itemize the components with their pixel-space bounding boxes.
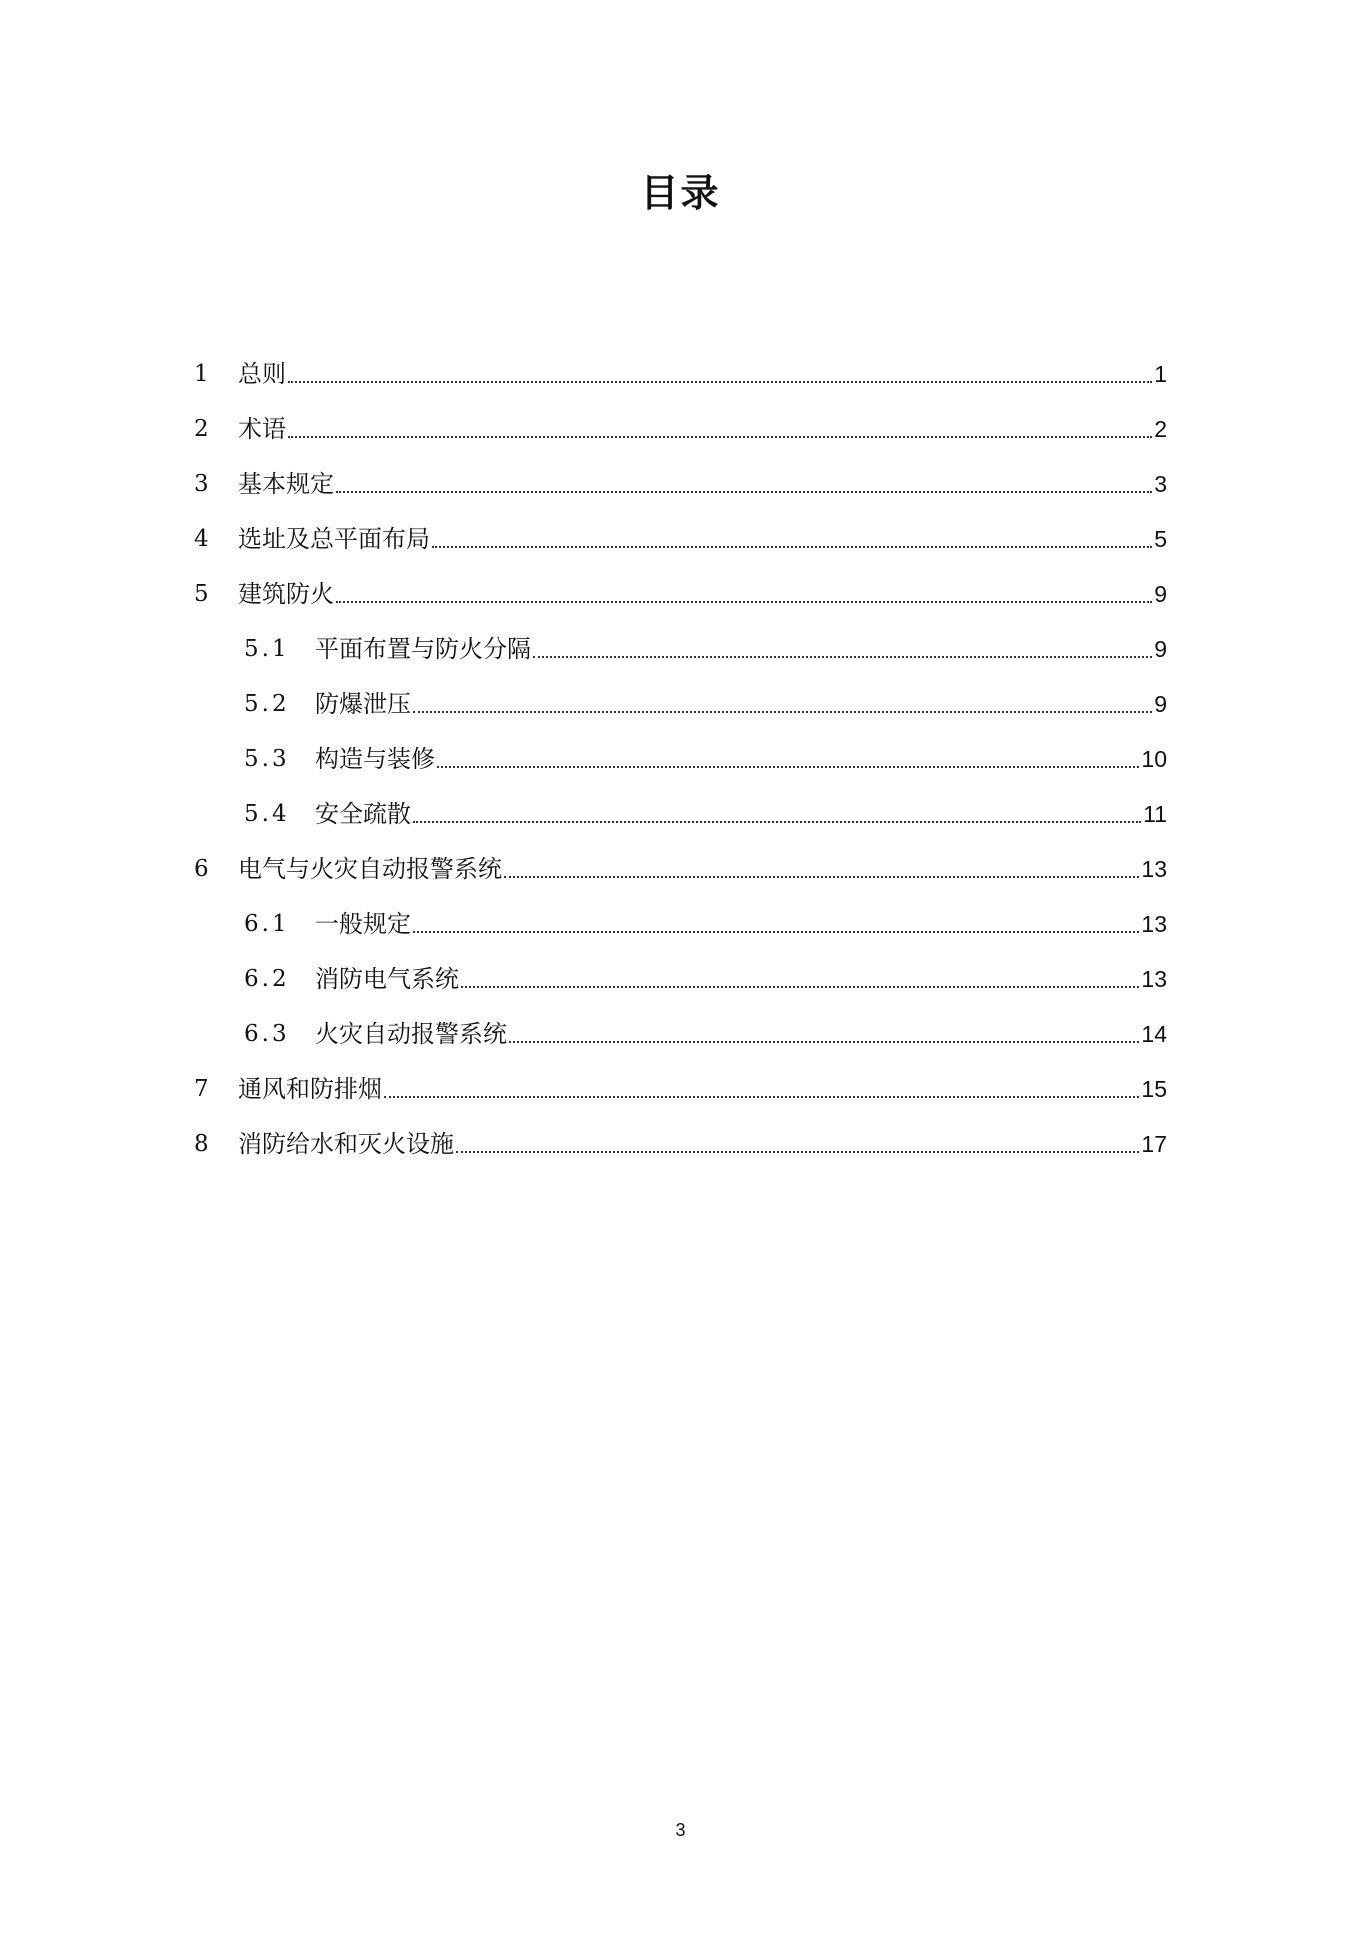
toc-leader-dots <box>461 986 1139 988</box>
toc-entry-number: 1 <box>194 361 209 387</box>
toc-leader-dots <box>288 381 1152 383</box>
toc-entry-6-3[interactable] <box>194 1005 1167 1060</box>
toc-entry-page: 13 <box>1141 911 1167 937</box>
toc-entry-number: 6.1 <box>244 911 290 937</box>
toc-leader-dots <box>413 931 1139 933</box>
toc-entry-8[interactable] <box>194 1115 1167 1170</box>
toc-entry-title: 消防给水和灭火设施 <box>238 1130 454 1158</box>
toc-entry-number: 6.2 <box>244 966 290 992</box>
toc-entry-title: 通风和防排烟 <box>238 1075 382 1103</box>
toc-entry-6-2[interactable] <box>194 950 1167 1005</box>
toc-leader-dots <box>336 601 1152 603</box>
toc-entry-number: 5.3 <box>244 746 290 772</box>
toc-entry-title: 火灾自动报警系统 <box>315 1020 507 1048</box>
toc-leader-dots <box>437 766 1139 768</box>
toc-leader-dots <box>288 436 1152 438</box>
toc-leader-dots <box>533 656 1152 658</box>
page-title: 目录 <box>640 171 721 215</box>
toc-entry-number: 6 <box>194 856 209 882</box>
toc-entry-title: 术语 <box>238 415 286 443</box>
toc-entry-number: 2 <box>194 416 209 442</box>
page-number: 3 <box>675 1820 686 1840</box>
toc-entry-5-1[interactable] <box>194 620 1167 675</box>
toc-entry-number: 5.2 <box>244 691 290 717</box>
toc-entry-5-4[interactable] <box>194 785 1167 840</box>
toc-entry-number: 5.4 <box>244 801 290 827</box>
toc-leader-dots <box>336 491 1152 493</box>
toc-entry-6-1[interactable] <box>194 895 1167 950</box>
toc-entry-page: 9 <box>1154 636 1167 662</box>
toc-entry-title: 消防电气系统 <box>315 965 459 993</box>
toc-entry-title: 选址及总平面布局 <box>238 525 430 553</box>
toc-entry-page: 3 <box>1154 471 1167 497</box>
toc-leader-dots <box>509 1041 1139 1043</box>
toc-entry-page: 10 <box>1141 746 1167 772</box>
toc-entry-page: 1 <box>1154 361 1167 387</box>
toc-entry-number: 3 <box>194 471 209 497</box>
toc-entry-page: 13 <box>1141 966 1167 992</box>
toc-entry-title: 防爆泄压 <box>315 690 411 718</box>
toc-entry-title: 建筑防火 <box>238 580 334 608</box>
toc-leader-dots <box>432 546 1152 548</box>
toc-entry-page: 11 <box>1143 801 1167 827</box>
toc-leader-dots <box>413 711 1152 713</box>
table-of-contents <box>194 345 1167 1170</box>
toc-leader-dots <box>456 1151 1139 1153</box>
toc-entry-title: 一般规定 <box>315 910 411 938</box>
toc-entry-1[interactable] <box>194 345 1167 400</box>
toc-entry-page: 5 <box>1154 526 1167 552</box>
toc-entry-title: 总则 <box>238 360 286 388</box>
toc-entry-2[interactable] <box>194 400 1167 455</box>
toc-entry-number: 5.1 <box>244 636 290 662</box>
toc-entry-page: 2 <box>1154 416 1167 442</box>
toc-entry-title: 安全疏散 <box>315 800 411 828</box>
toc-entry-page: 13 <box>1141 856 1167 882</box>
toc-leader-dots <box>413 821 1141 823</box>
toc-entry-title: 电气与火灾自动报警系统 <box>238 855 502 883</box>
toc-entry-number: 8 <box>194 1131 209 1157</box>
toc-entry-title: 基本规定 <box>238 470 334 498</box>
toc-entry-title: 构造与装修 <box>315 745 435 773</box>
toc-entry-page: 9 <box>1154 581 1167 607</box>
toc-entry-title: 平面布置与防火分隔 <box>315 635 531 663</box>
toc-leader-dots <box>384 1096 1139 1098</box>
toc-entry-page: 15 <box>1141 1076 1167 1102</box>
toc-entry-5[interactable] <box>194 565 1167 620</box>
toc-entry-5-2[interactable] <box>194 675 1167 730</box>
toc-entry-number: 7 <box>194 1076 209 1102</box>
toc-entry-4[interactable] <box>194 510 1167 565</box>
toc-entry-6[interactable] <box>194 840 1167 895</box>
toc-entry-page: 17 <box>1141 1131 1167 1157</box>
toc-entry-7[interactable] <box>194 1060 1167 1115</box>
toc-entry-3[interactable] <box>194 455 1167 510</box>
toc-entry-5-3[interactable] <box>194 730 1167 785</box>
toc-entry-page: 14 <box>1141 1021 1167 1047</box>
toc-entry-number: 6.3 <box>244 1021 290 1047</box>
toc-leader-dots <box>504 876 1139 878</box>
toc-entry-number: 5 <box>194 581 209 607</box>
toc-entry-page: 9 <box>1154 691 1167 717</box>
toc-entry-number: 4 <box>194 526 209 552</box>
